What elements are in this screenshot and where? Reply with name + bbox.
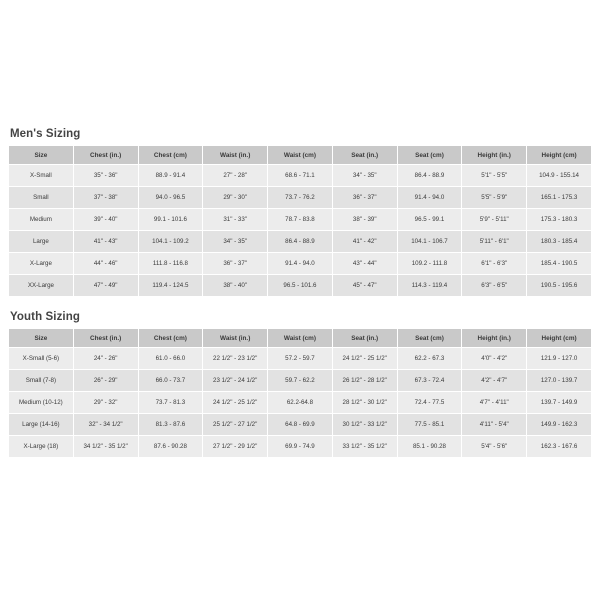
table-row: [9, 414, 592, 436]
cell-seat-in: 33 1/2" - 35 1/2": [332, 436, 397, 458]
cell-height-in: 4'7" - 4'11": [462, 392, 527, 414]
cell-waist-cm: 57.2 - 59.7: [268, 348, 333, 370]
cell-chest-in: 44" - 46": [73, 253, 138, 275]
cell-size: Medium (10-12): [9, 392, 74, 414]
cell-waist-in: 27" - 28": [203, 165, 268, 187]
cell-chest-cm: 88.9 - 91.4: [138, 165, 203, 187]
top-spacer: [8, 0, 592, 128]
cell-seat-in: 41" - 42": [332, 231, 397, 253]
column-header-height-in: Height (in.): [462, 146, 527, 165]
column-header-seat-in: Seat (in.): [332, 146, 397, 165]
youth-sizing-table: [8, 328, 592, 458]
cell-size: X-Large (18): [9, 436, 74, 458]
table-row: [9, 209, 592, 231]
cell-chest-in: 41" - 43": [73, 231, 138, 253]
cell-chest-in: 34 1/2" - 35 1/2": [73, 436, 138, 458]
cell-waist-in: 34" - 35": [203, 231, 268, 253]
cell-waist-cm: 78.7 - 83.8: [268, 209, 333, 231]
table-row: [9, 165, 592, 187]
cell-waist-cm: 59.7 - 62.2: [268, 370, 333, 392]
table-row: [9, 348, 592, 370]
cell-chest-in: 47" - 49": [73, 275, 138, 297]
cell-seat-cm: 91.4 - 94.0: [397, 187, 462, 209]
cell-chest-cm: 81.3 - 87.6: [138, 414, 203, 436]
cell-waist-cm: 96.5 - 101.6: [268, 275, 333, 297]
cell-waist-in: 23 1/2" - 24 1/2": [203, 370, 268, 392]
cell-height-in: 5'9" - 5'11": [462, 209, 527, 231]
cell-seat-cm: 77.5 - 85.1: [397, 414, 462, 436]
cell-chest-in: 24" - 26": [73, 348, 138, 370]
cell-height-in: 4'11" - 5'4": [462, 414, 527, 436]
table-row: [9, 253, 592, 275]
cell-seat-cm: 67.3 - 72.4: [397, 370, 462, 392]
youth-sizing-title: Youth Sizing: [10, 311, 80, 323]
cell-seat-cm: 72.4 - 77.5: [397, 392, 462, 414]
cell-height-cm: 104.9 - 155.14: [527, 165, 592, 187]
table-row: [9, 275, 592, 297]
cell-size: XX-Large: [9, 275, 74, 297]
cell-chest-cm: 87.6 - 90.28: [138, 436, 203, 458]
mens-sizing-table: [8, 145, 592, 297]
cell-height-cm: 175.3 - 180.3: [527, 209, 592, 231]
cell-chest-in: 37" - 38": [73, 187, 138, 209]
column-header-size: Size: [9, 146, 74, 165]
column-header-waist-in: Waist (in.): [203, 329, 268, 348]
cell-height-in: 6'1" - 6'3": [462, 253, 527, 275]
cell-waist-in: 29" - 30": [203, 187, 268, 209]
cell-waist-in: 27 1/2" - 29 1/2": [203, 436, 268, 458]
cell-chest-cm: 94.0 - 96.5: [138, 187, 203, 209]
column-header-height-cm: Height (cm): [527, 329, 592, 348]
cell-chest-cm: 66.0 - 73.7: [138, 370, 203, 392]
column-header-seat-in: Seat (in.): [332, 329, 397, 348]
cell-seat-in: 38" - 39": [332, 209, 397, 231]
table-row: [9, 370, 592, 392]
cell-chest-in: 29" - 32": [73, 392, 138, 414]
cell-seat-cm: 62.2 - 67.3: [397, 348, 462, 370]
cell-seat-cm: 86.4 - 88.9: [397, 165, 462, 187]
cell-seat-in: 34" - 35": [332, 165, 397, 187]
cell-seat-cm: 109.2 - 111.8: [397, 253, 462, 275]
cell-size: Large (14-16): [9, 414, 74, 436]
cell-seat-in: 28 1/2" - 30 1/2": [332, 392, 397, 414]
cell-height-in: 4'2" - 4'7": [462, 370, 527, 392]
cell-waist-cm: 62.2-64.8: [268, 392, 333, 414]
cell-waist-in: 22 1/2" - 23 1/2": [203, 348, 268, 370]
cell-size: Medium: [9, 209, 74, 231]
column-header-size: Size: [9, 329, 74, 348]
cell-height-in: 6'3" - 6'5": [462, 275, 527, 297]
column-header-chest-cm: Chest (cm): [138, 146, 203, 165]
cell-chest-cm: 104.1 - 109.2: [138, 231, 203, 253]
cell-chest-cm: 73.7 - 81.3: [138, 392, 203, 414]
cell-chest-cm: 111.8 - 116.8: [138, 253, 203, 275]
cell-height-cm: 185.4 - 190.5: [527, 253, 592, 275]
column-header-waist-cm: Waist (cm): [268, 329, 333, 348]
cell-height-in: 5'1" - 5'5": [462, 165, 527, 187]
cell-waist-cm: 86.4 - 88.9: [268, 231, 333, 253]
cell-height-in: 5'11" - 6'1": [462, 231, 527, 253]
cell-chest-in: 39" - 40": [73, 209, 138, 231]
cell-chest-cm: 119.4 - 124.5: [138, 275, 203, 297]
cell-height-cm: 121.9 - 127.0: [527, 348, 592, 370]
cell-chest-cm: 61.0 - 66.0: [138, 348, 203, 370]
youth-table-header: [9, 329, 592, 348]
cell-waist-cm: 64.8 - 69.9: [268, 414, 333, 436]
cell-seat-in: 45" - 47": [332, 275, 397, 297]
cell-size: Small: [9, 187, 74, 209]
cell-waist-in: 24 1/2" - 25 1/2": [203, 392, 268, 414]
cell-size: Large: [9, 231, 74, 253]
table-row: [9, 187, 592, 209]
column-header-waist-cm: Waist (cm): [268, 146, 333, 165]
column-header-chest-cm: Chest (cm): [138, 329, 203, 348]
cell-seat-in: 43" - 44": [332, 253, 397, 275]
cell-height-cm: 149.9 - 162.3: [527, 414, 592, 436]
section-gap: [8, 297, 592, 311]
table-row: [9, 436, 592, 458]
cell-seat-in: 36" - 37": [332, 187, 397, 209]
cell-chest-in: 32" - 34 1/2": [73, 414, 138, 436]
table-row: [9, 392, 592, 414]
cell-seat-cm: 85.1 - 90.28: [397, 436, 462, 458]
mens-sizing-title: Men's Sizing: [10, 128, 81, 140]
column-header-seat-cm: Seat (cm): [397, 329, 462, 348]
table-row: [9, 231, 592, 253]
cell-waist-cm: 91.4 - 94.0: [268, 253, 333, 275]
cell-waist-in: 25 1/2" - 27 1/2": [203, 414, 268, 436]
column-header-seat-cm: Seat (cm): [397, 146, 462, 165]
cell-waist-cm: 68.6 - 71.1: [268, 165, 333, 187]
column-header-chest-in: Chest (in.): [73, 146, 138, 165]
cell-seat-cm: 114.3 - 119.4: [397, 275, 462, 297]
cell-waist-in: 31" - 33": [203, 209, 268, 231]
cell-seat-cm: 96.5 - 99.1: [397, 209, 462, 231]
cell-height-cm: 190.5 - 195.6: [527, 275, 592, 297]
table-header-row: [9, 329, 592, 348]
cell-seat-cm: 104.1 - 106.7: [397, 231, 462, 253]
cell-size: Small (7-8): [9, 370, 74, 392]
cell-height-cm: 127.0 - 139.7: [527, 370, 592, 392]
cell-height-cm: 165.1 - 175.3: [527, 187, 592, 209]
cell-seat-in: 24 1/2" - 25 1/2": [332, 348, 397, 370]
table-header-row: [9, 146, 592, 165]
cell-height-cm: 180.3 - 185.4: [527, 231, 592, 253]
cell-size: X-Large: [9, 253, 74, 275]
cell-waist-cm: 73.7 - 76.2: [268, 187, 333, 209]
cell-chest-cm: 99.1 - 101.6: [138, 209, 203, 231]
cell-height-in: 5'4" - 5'6": [462, 436, 527, 458]
cell-waist-cm: 69.9 - 74.9: [268, 436, 333, 458]
cell-chest-in: 35" - 36": [73, 165, 138, 187]
column-header-height-cm: Height (cm): [527, 146, 592, 165]
cell-seat-in: 30 1/2" - 33 1/2": [332, 414, 397, 436]
mens-table-header: [9, 146, 592, 165]
cell-size: X-Small (5-6): [9, 348, 74, 370]
cell-chest-in: 26" - 29": [73, 370, 138, 392]
cell-height-cm: 162.3 - 167.6: [527, 436, 592, 458]
cell-size: X-Small: [9, 165, 74, 187]
column-header-chest-in: Chest (in.): [73, 329, 138, 348]
column-header-height-in: Height (in.): [462, 329, 527, 348]
cell-seat-in: 26 1/2" - 28 1/2": [332, 370, 397, 392]
youth-table-body: [9, 348, 592, 458]
cell-waist-in: 38" - 40": [203, 275, 268, 297]
cell-height-in: 4'0" - 4'2": [462, 348, 527, 370]
cell-height-in: 5'5" - 5'9": [462, 187, 527, 209]
cell-height-cm: 139.7 - 149.9: [527, 392, 592, 414]
cell-waist-in: 36" - 37": [203, 253, 268, 275]
mens-table-body: [9, 165, 592, 297]
column-header-waist-in: Waist (in.): [203, 146, 268, 165]
